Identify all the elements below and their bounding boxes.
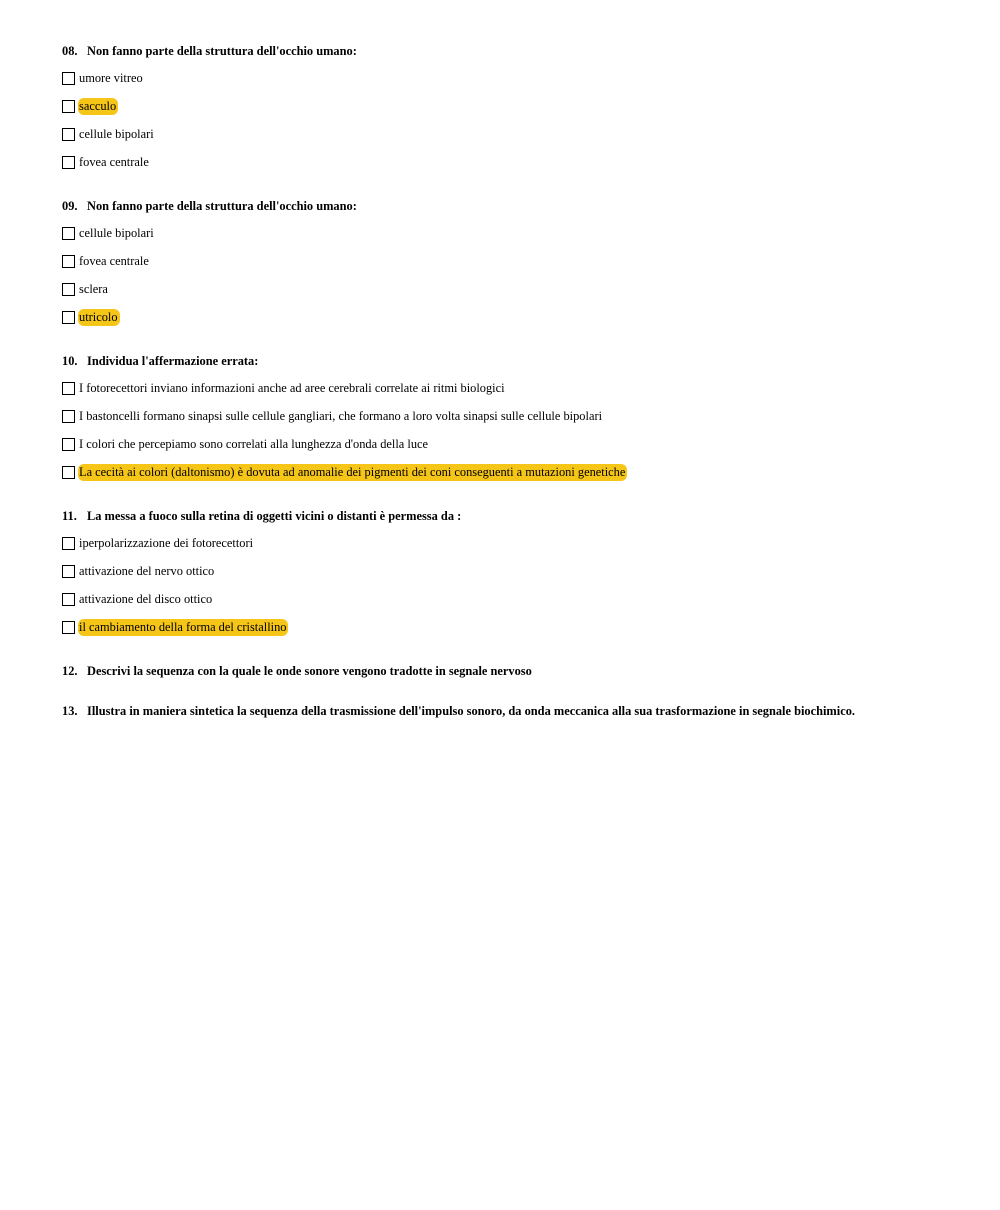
answer-option[interactable] — [62, 380, 962, 397]
answer-checkbox[interactable] — [62, 621, 75, 634]
question-number: 10. — [62, 354, 78, 368]
question-text: La messa a fuoco sulla retina di oggetti vicini o distanti è permessa da : — [87, 509, 462, 523]
question-10 — [62, 353, 962, 481]
answer-text: attivazione del disco ottico — [79, 592, 213, 606]
answer-option[interactable] — [62, 126, 962, 143]
answer-option[interactable] — [62, 408, 962, 425]
answer-checkbox[interactable] — [62, 311, 75, 324]
question-title — [62, 703, 962, 719]
question-number: 09. — [62, 199, 78, 213]
answer-text: attivazione del nervo ottico — [79, 564, 215, 578]
answer-text: fovea centrale — [79, 254, 149, 268]
question-09 — [62, 198, 962, 326]
question-text: Non fanno parte della struttura dell'occhio umano: — [87, 44, 357, 58]
answer-checkbox[interactable] — [62, 593, 75, 606]
answer-text-highlighted: La cecità ai colori (daltonismo) è dovuta ad anomalie dei pigmenti dei coni conseguenti a mutazioni genetiche — [79, 465, 626, 479]
question-text: Individua l'affermazione errata: — [87, 354, 259, 368]
answer-option[interactable] — [62, 225, 962, 242]
question-text: Illustra in maniera sintetica la sequenza della trasmissione dell'impulso sonoro, da onda meccanica alla sua trasformazione in segnale biochimico. — [87, 704, 855, 718]
answer-option[interactable] — [62, 535, 962, 552]
answer-checkbox[interactable] — [62, 537, 75, 550]
question-title — [62, 198, 962, 214]
question-title — [62, 353, 962, 369]
answer-text: sclera — [79, 282, 108, 296]
answer-text: fovea centrale — [79, 155, 149, 169]
question-11 — [62, 508, 962, 636]
answer-checkbox[interactable] — [62, 156, 75, 169]
answer-options — [62, 535, 962, 636]
answer-option[interactable] — [62, 464, 962, 481]
answer-checkbox[interactable] — [62, 255, 75, 268]
quiz-page — [62, 43, 962, 719]
answer-option[interactable] — [62, 281, 962, 298]
answer-options — [62, 225, 962, 326]
answer-options — [62, 380, 962, 481]
answer-text: iperpolarizzazione dei fotorecettori — [79, 536, 254, 550]
answer-text-highlighted: il cambiamento della forma del cristallino — [79, 620, 287, 634]
question-title — [62, 508, 962, 524]
answer-checkbox[interactable] — [62, 100, 75, 113]
question-title — [62, 663, 962, 679]
question-number: 12. — [62, 664, 78, 678]
answer-checkbox[interactable] — [62, 466, 75, 479]
question-title — [62, 43, 962, 59]
question-13 — [62, 703, 962, 719]
answer-text: cellule bipolari — [79, 226, 154, 240]
answer-option[interactable] — [62, 563, 962, 580]
answer-checkbox[interactable] — [62, 565, 75, 578]
answer-option[interactable] — [62, 154, 962, 171]
answer-checkbox[interactable] — [62, 382, 75, 395]
question-number: 08. — [62, 44, 78, 58]
question-text: Descrivi la sequenza con la quale le onde sonore vengono tradotte in segnale nervoso — [87, 664, 532, 678]
answer-option[interactable] — [62, 253, 962, 270]
answer-option[interactable] — [62, 591, 962, 608]
answer-checkbox[interactable] — [62, 128, 75, 141]
answer-text-highlighted: utricolo — [79, 310, 118, 324]
question-text: Non fanno parte della struttura dell'occhio umano: — [87, 199, 357, 213]
answer-checkbox[interactable] — [62, 283, 75, 296]
answer-option[interactable] — [62, 619, 962, 636]
answer-text: I fotorecettori inviano informazioni anche ad aree cerebrali correlate ai ritmi biologici — [79, 381, 505, 395]
answer-option[interactable] — [62, 436, 962, 453]
answer-option[interactable] — [62, 309, 962, 326]
answer-checkbox[interactable] — [62, 438, 75, 451]
answer-options — [62, 70, 962, 171]
question-number: 11. — [62, 509, 77, 523]
answer-option[interactable] — [62, 98, 962, 115]
question-08 — [62, 43, 962, 171]
answer-text: I bastoncelli formano sinapsi sulle cellule gangliari, che formano a loro volta sinapsi sulle cellule bipolari — [79, 409, 603, 423]
answer-text-highlighted: sacculo — [79, 99, 117, 113]
answer-checkbox[interactable] — [62, 410, 75, 423]
question-number: 13. — [62, 704, 78, 718]
answer-text: cellule bipolari — [79, 127, 154, 141]
question-12 — [62, 663, 962, 679]
answer-text: I colori che percepiamo sono correlati alla lunghezza d'onda della luce — [79, 437, 429, 451]
answer-option[interactable] — [62, 70, 962, 87]
answer-checkbox[interactable] — [62, 227, 75, 240]
answer-text: umore vitreo — [79, 71, 143, 85]
answer-checkbox[interactable] — [62, 72, 75, 85]
